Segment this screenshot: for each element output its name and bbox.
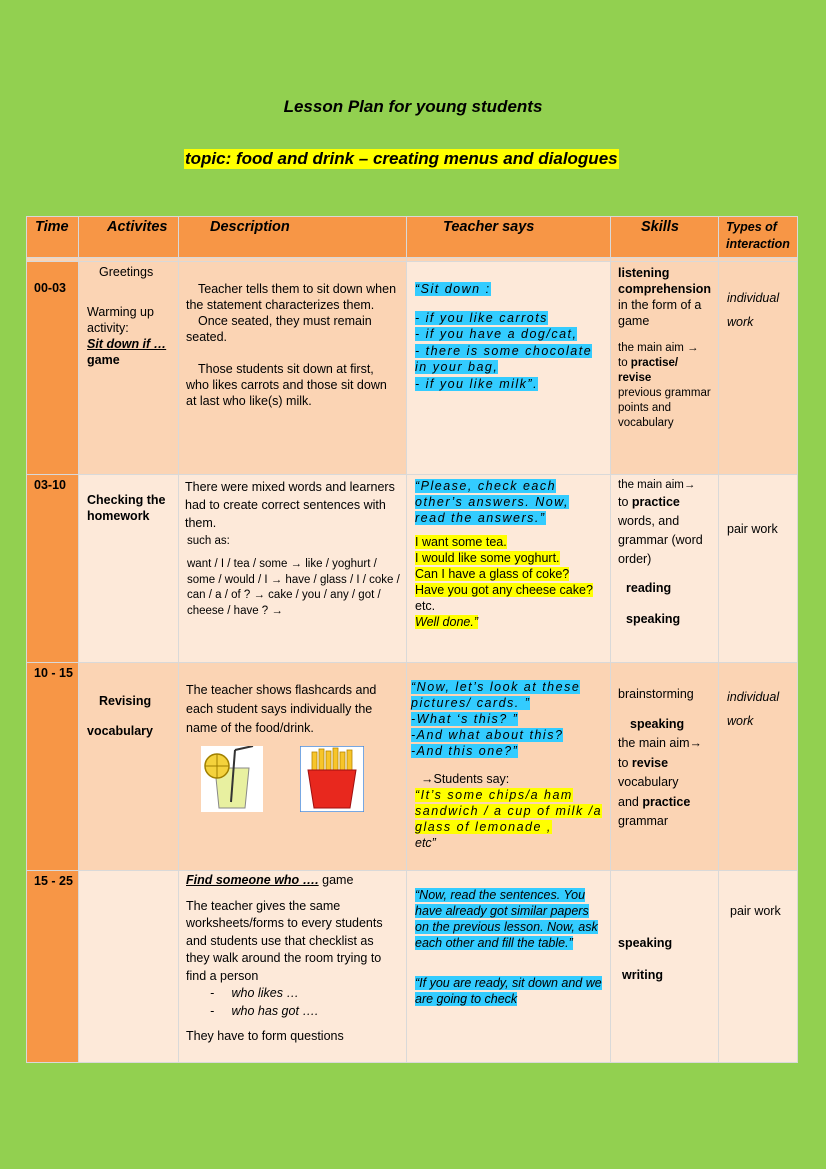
skills-cell: the main aim→ to practice words, and grammar (word order) reading speaking: [611, 475, 719, 663]
header-types: Types of interaction: [719, 217, 798, 258]
time-cell: 00-03: [27, 262, 79, 475]
activity-cell: Greetings Warming up activity: Sit down if … game: [79, 262, 179, 475]
teacher-says-cell: “Sit down : - if you like carrots - if you have a dog/cat, - there is some chocolate in your bag, - if you like milk”.: [407, 262, 611, 475]
table-row: [27, 871, 798, 1063]
time-cell: 15 - 25: [27, 871, 79, 1063]
lemonade-icon: [201, 746, 263, 812]
table-row: [27, 262, 798, 475]
description-cell: Teacher tells them to sit down when the statement characterizes them. Once seated, they must remain seated. Those students sit down at first, who likes carrots and those sit down at last who like(s) milk.: [179, 262, 407, 475]
types-cell: individual work: [719, 262, 798, 475]
teacher-says-cell: “Now, read the sentences. You have already got similar papers on the previous lesson. Now, ask each other and fill the table.” “If you are ready, sit down and we are going to check: [407, 871, 611, 1063]
types-cell: pair work: [719, 871, 798, 1063]
skills-cell: brainstorming speaking the main aim→ to revise vocabulary and practice grammar: [611, 663, 719, 871]
activity-cell: Checking the homework: [79, 475, 179, 663]
description-cell: The teacher shows flashcards and each student says individually the name of the food/drink.: [179, 663, 407, 871]
teacher-says-cell: “Please, check each other’s answers. Now, read the answers.” I want some tea. I would like some yoghurt. Can I have a glass of coke? Have you got any cheese cake? etc. Well done.”: [407, 475, 611, 663]
description-cell: There were mixed words and learners had to create correct sentences with them. such as: want / I / tea / some → like / yoghurt / some / would / I → have / glass / I / coke / can / a / of ? → cake / you / any / got / cheese / have ? →: [179, 475, 407, 663]
skills-cell: speaking writing: [611, 871, 719, 1063]
header-time: Time: [27, 217, 79, 258]
description-cell: Find someone who …. game The teacher gives the same worksheets/forms to every students and students use that checklist as they walk around the room trying to find a person - who likes … - who has got …. They have to form questions: [179, 871, 407, 1063]
header-description: Description: [179, 217, 407, 258]
lesson-plan-table: [26, 216, 798, 1063]
header-activities: Activites: [79, 217, 179, 258]
activity-cell: [79, 871, 179, 1063]
types-cell: pair work: [719, 475, 798, 663]
fries-icon: [300, 746, 364, 812]
topic-heading: topic: food and drink – creating menus and dialogues: [185, 149, 618, 168]
teacher-says-cell: “Now, let’s look at these pictures/ cards. ” -What ‘s this? ” -And what about this? -And this one?” →Students say: “It’s some chips/a ham sandwich / a cup of milk /a glass of lemonade , etc”: [407, 663, 611, 871]
types-cell: individual work: [719, 663, 798, 871]
activity-cell: Revising vocabulary: [79, 663, 179, 871]
table-row: [27, 663, 798, 871]
header-skills: Skills: [611, 217, 719, 258]
skills-cell: listening comprehension in the form of a game the main aim → to practise/ revise previous grammar points and vocabulary: [611, 262, 719, 475]
table-row: [27, 475, 798, 663]
table-header-row: [27, 217, 798, 258]
time-cell: 03-10: [27, 475, 79, 663]
time-cell: 10 - 15: [27, 663, 79, 871]
page-title: Lesson Plan for young students: [283, 97, 543, 116]
header-teacher-says: Teacher says: [407, 217, 611, 258]
